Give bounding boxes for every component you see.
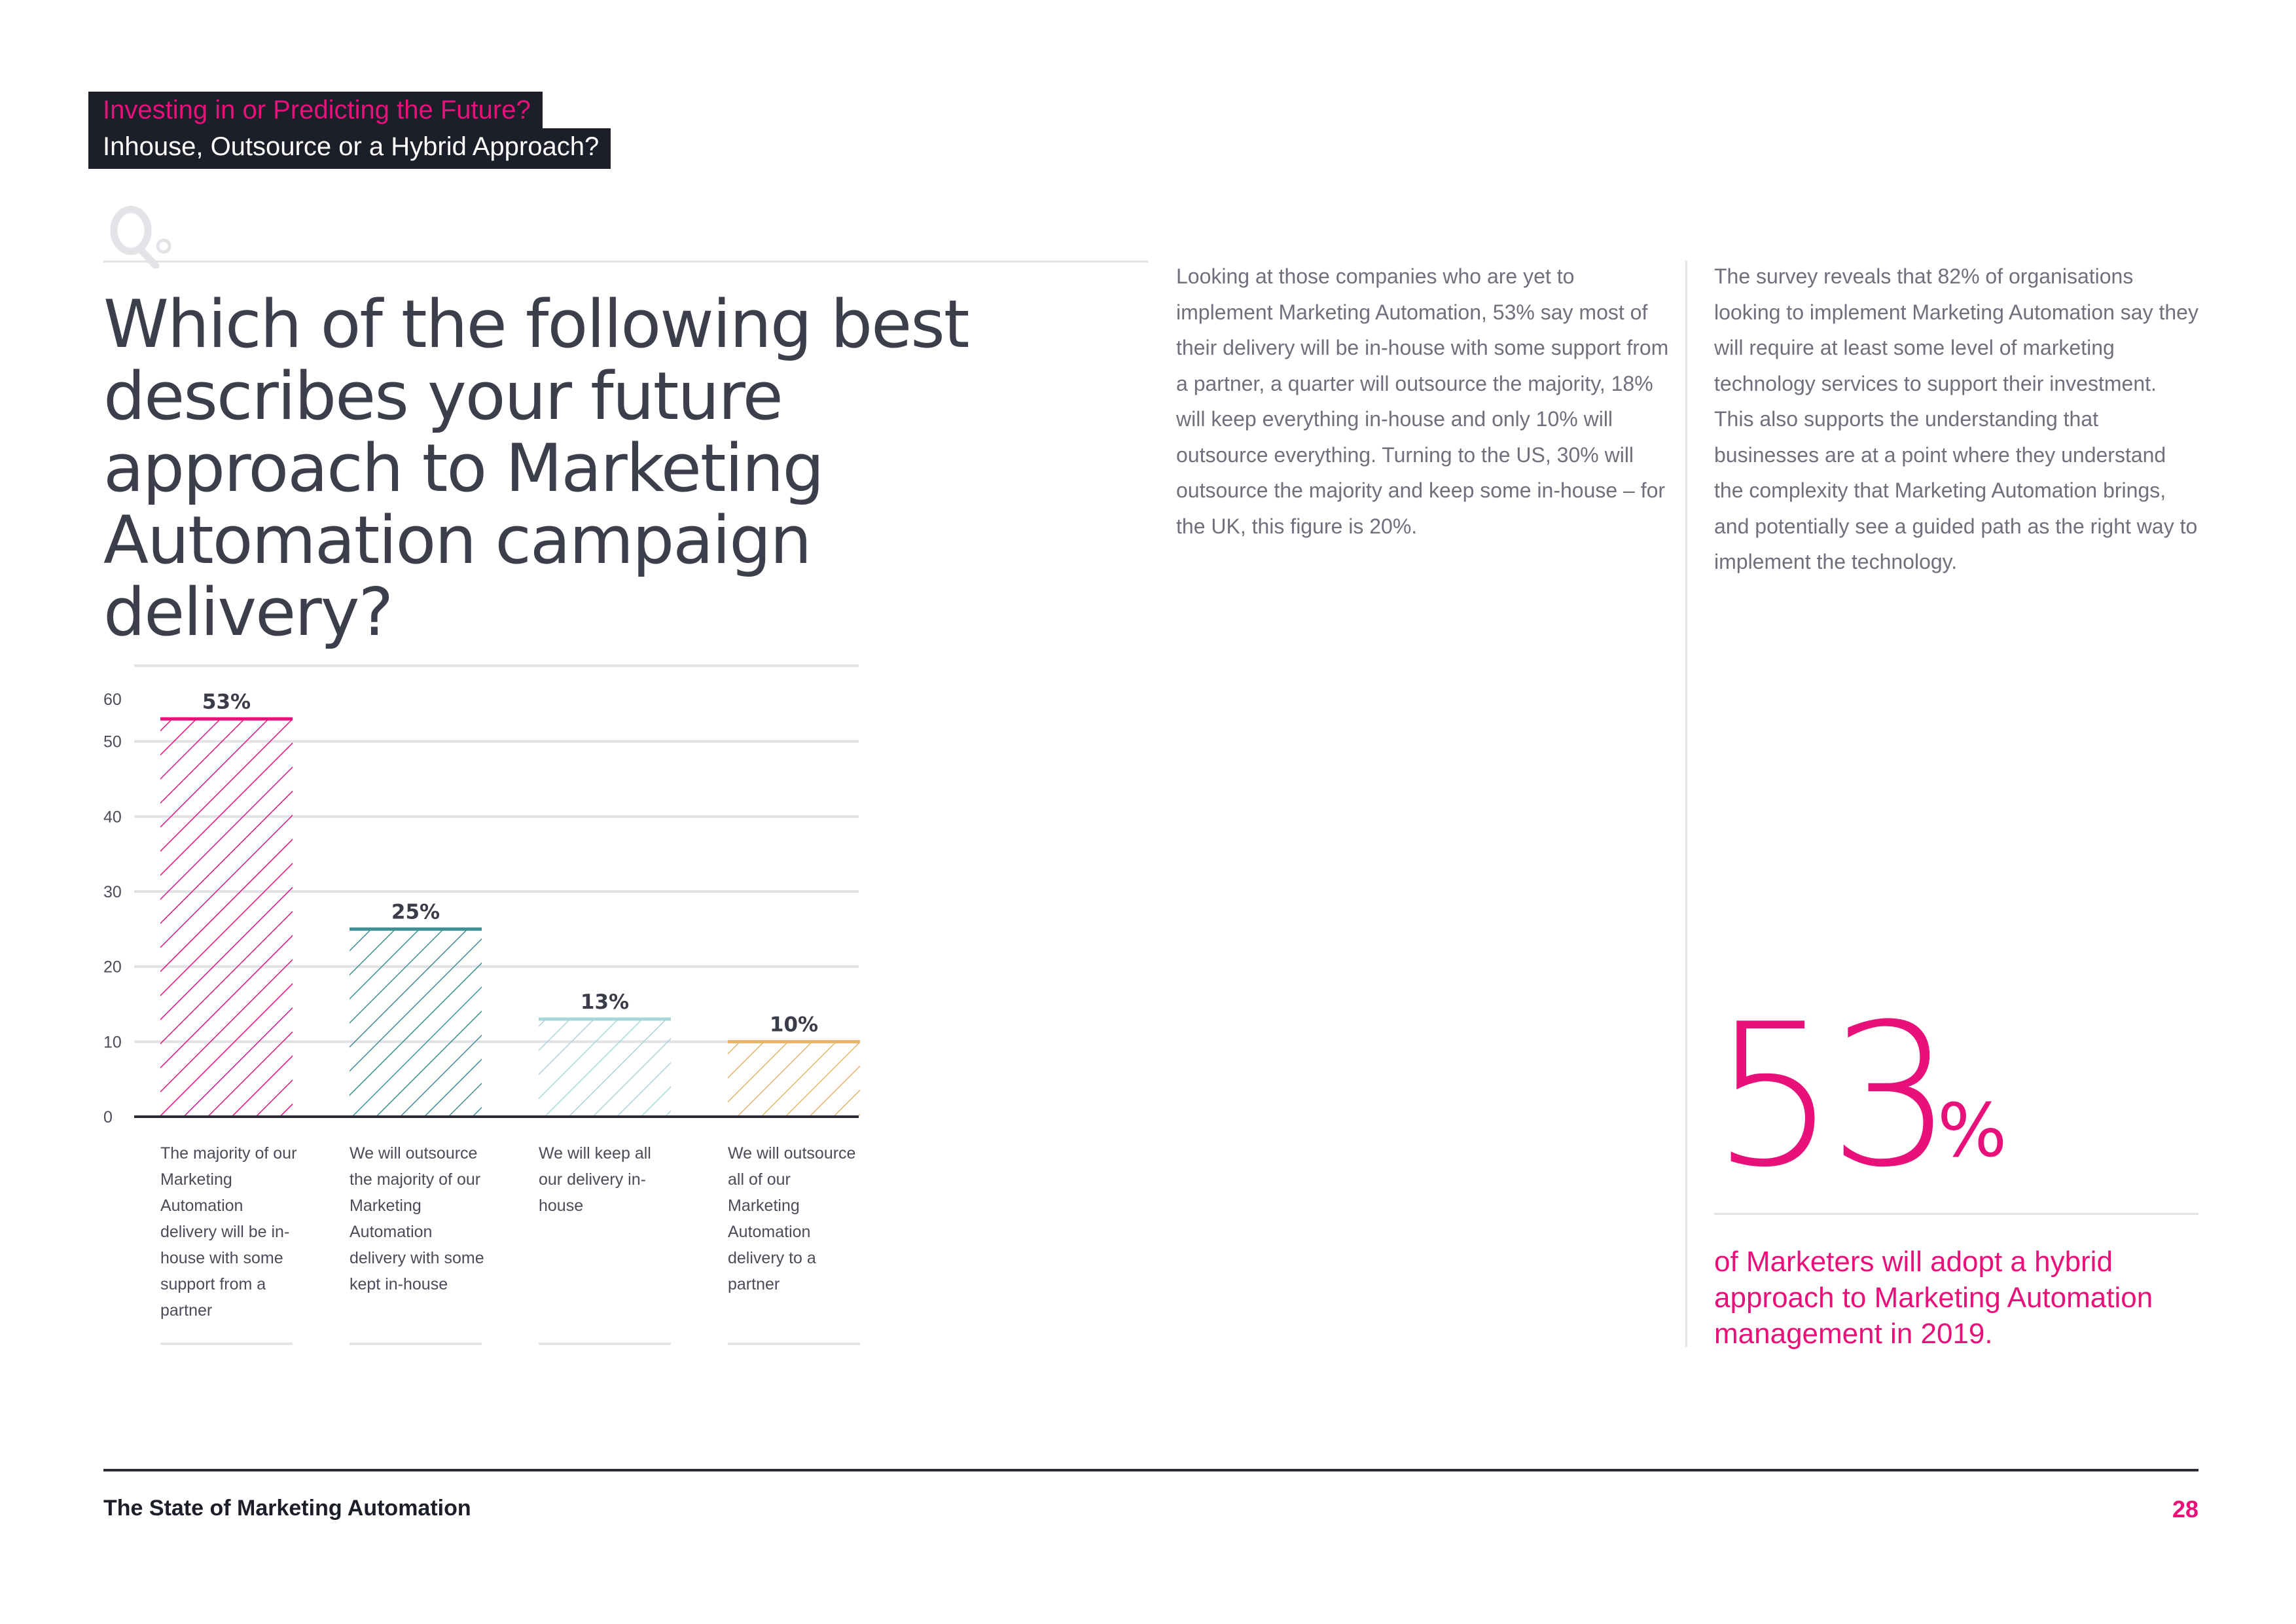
body-column-1: Looking at those companies who are yet to implement Marketing Automation, 53% say most of their delivery will be in-house with some support from a partner, a quarter will outsource the majority, 18% will keep everything in-house and only 10% will outsource everything. Turning to the US, 30% will outsource the majority and keep some in-house – for the UK, this figure is 20%. xyxy=(1176,264,1669,538)
y-tick-label: 10 xyxy=(103,1033,122,1052)
y-tick-label: 30 xyxy=(103,883,122,901)
data-label: 25% xyxy=(391,900,440,924)
bar xyxy=(539,1019,671,1117)
category-label: We will outsource all of our Marketing Automation delivery to a partner xyxy=(728,1144,856,1293)
category-rule xyxy=(350,1343,482,1345)
body-column-2: The survey reveals that 82% of organisations looking to implement Marketing Automation say they will require at least some level of marketing technology services to support their investment. This also supports the understanding that businesses are at a point where they understand the complexity that Marketing Automation brings, and potentially see a guided path as the right way to implement the technology. xyxy=(1714,264,2198,573)
data-label: 13% xyxy=(580,990,630,1014)
question-heading: Which of the following best describes your future approach to Marketing Automation campaign delivery? xyxy=(103,285,969,651)
bar xyxy=(160,719,293,1117)
stat-caption: of Marketers will adopt a hybrid approach to Marketing Automation management in 2019. xyxy=(1714,1246,2153,1350)
y-tick-label: 40 xyxy=(103,808,122,827)
category-label: The majority of our Marketing Automation delivery will be in-house with some support from a partner xyxy=(160,1144,297,1320)
stat-unit: % xyxy=(1937,1089,2007,1174)
category-rule xyxy=(728,1343,860,1345)
footer-title: The State of Marketing Automation xyxy=(103,1496,471,1521)
section-title: Inhouse, Outsource or a Hybrid Approach? xyxy=(88,128,611,169)
y-tick-label: 50 xyxy=(103,732,122,751)
y-tick-label: 0 xyxy=(103,1108,113,1127)
category-rule xyxy=(539,1343,671,1345)
category-rule xyxy=(160,1343,293,1345)
page-number: 28 xyxy=(2172,1496,2198,1523)
category-label: We will outsource the majority of our Marketing Automation delivery with some kept in-house xyxy=(350,1144,484,1293)
y-tick-label: 60 xyxy=(103,691,122,709)
bar xyxy=(728,1041,860,1117)
data-label: 10% xyxy=(769,1013,819,1037)
stat-number: 53 xyxy=(1712,982,1946,1210)
footer-divider xyxy=(103,1469,2198,1471)
category-label: We will keep all our delivery in-house xyxy=(539,1144,651,1215)
y-tick-label: 20 xyxy=(103,958,122,977)
bar xyxy=(350,929,482,1117)
section-kicker: Investing in or Predicting the Future? xyxy=(88,92,543,128)
data-label: 53% xyxy=(202,690,251,714)
